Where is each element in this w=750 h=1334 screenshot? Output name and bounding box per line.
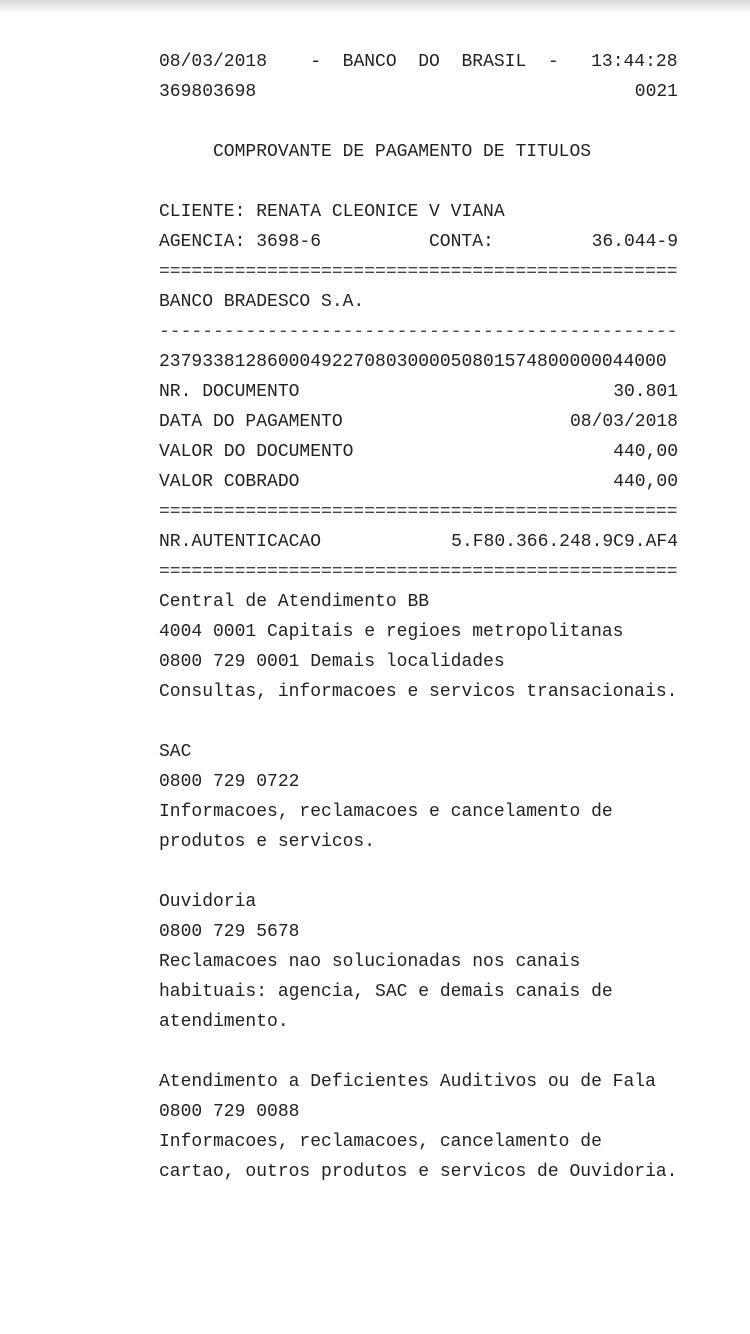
contact-line xyxy=(159,1157,678,1187)
contact-line xyxy=(159,1127,678,1157)
contact-line xyxy=(159,977,678,1007)
authentication-label: NR.AUTENTICACAO xyxy=(159,532,322,552)
contact-line xyxy=(159,797,678,827)
authentication-value: 5.F80.366.248.9C9.AF4 xyxy=(451,532,678,552)
field-row xyxy=(159,377,678,407)
divider-double: ================================================ xyxy=(159,562,678,582)
client-line xyxy=(159,197,678,227)
contact-text: 0800 729 0722 xyxy=(159,772,300,792)
contact-line xyxy=(159,677,678,707)
contact-text: habituais: agencia, SAC e demais canais de xyxy=(159,982,613,1002)
contact-line xyxy=(159,917,678,947)
contact-text: 0800 729 0001 Demais localidades xyxy=(159,652,505,672)
account-label: CONTA: xyxy=(429,232,494,252)
receipt-date: 08/03/2018 xyxy=(159,52,268,72)
field-value: 08/03/2018 xyxy=(569,412,678,432)
field-row xyxy=(159,467,678,497)
contact-text: Informacoes, reclamacoes, cancelamento de xyxy=(159,1132,602,1152)
contact-line xyxy=(159,887,678,917)
barcode-line xyxy=(159,347,678,377)
field-label: VALOR COBRADO xyxy=(159,472,300,492)
contact-line xyxy=(159,827,678,857)
contact-line xyxy=(159,1067,678,1097)
header-line xyxy=(159,47,678,77)
field-label: NR. DOCUMENTO xyxy=(159,382,300,402)
agency: AGENCIA: 3698-6 xyxy=(159,232,322,252)
contact-text: Reclamacoes nao solucionadas nos canais xyxy=(159,952,581,972)
terminal-line xyxy=(159,77,678,107)
title-text: COMPROVANTE DE PAGAMENTO DE TITULOS xyxy=(159,142,592,162)
contact-text: Informacoes, reclamacoes e cancelamento de xyxy=(159,802,613,822)
beneficiary-bank xyxy=(159,287,678,317)
barcode-number: 23793381286000492270803000050801574800000044000 xyxy=(159,352,667,372)
contact-text: SAC xyxy=(159,742,192,762)
contact-line xyxy=(159,1097,678,1127)
contact-text: Atendimento a Deficientes Auditivos ou de Fala xyxy=(159,1072,656,1092)
contact-text: atendimento. xyxy=(159,1012,289,1032)
payment-receipt xyxy=(159,47,678,1187)
divider-single: ------------------------------------------------ xyxy=(159,322,678,342)
sequence-code: 0021 xyxy=(634,82,678,102)
contact-text: Central de Atendimento BB xyxy=(159,592,430,612)
contact-line xyxy=(159,737,678,767)
contact-line xyxy=(159,767,678,797)
client-name: CLIENTE: RENATA CLEONICE V VIANA xyxy=(159,202,505,222)
field-label: DATA DO PAGAMENTO xyxy=(159,412,343,432)
account-number: 36.044-9 xyxy=(591,232,678,252)
contact-line xyxy=(159,617,678,647)
field-value: 440,00 xyxy=(613,442,678,462)
divider-double: ================================================ xyxy=(159,502,678,522)
bank-name: - BANCO DO BRASIL - xyxy=(267,52,592,72)
contact-line xyxy=(159,1007,678,1037)
authentication-line xyxy=(159,527,678,557)
contact-text: produtos e servicos. xyxy=(159,832,376,852)
contact-line xyxy=(159,587,678,617)
field-row xyxy=(159,407,678,437)
contact-text: cartao, outros produtos e servicos de Ouvidoria. xyxy=(159,1162,678,1182)
contact-text: 0800 729 0088 xyxy=(159,1102,300,1122)
field-value: 30.801 xyxy=(613,382,678,402)
contact-text: Consultas, informacoes e servicos transacionais. xyxy=(159,682,678,702)
account-line xyxy=(159,227,678,257)
receipt-title xyxy=(159,137,678,167)
field-row xyxy=(159,437,678,467)
divider-double: ================================================ xyxy=(159,262,678,282)
receipt-time: 13:44:28 xyxy=(591,52,678,72)
contact-text: Ouvidoria xyxy=(159,892,257,912)
contact-text: 0800 729 5678 xyxy=(159,922,300,942)
contact-line xyxy=(159,947,678,977)
field-label: VALOR DO DOCUMENTO xyxy=(159,442,354,462)
contact-text: 4004 0001 Capitais e regioes metropolitanas xyxy=(159,622,624,642)
top-shadow xyxy=(0,0,750,14)
contact-line xyxy=(159,647,678,677)
beneficiary-bank-name: BANCO BRADESCO S.A. xyxy=(159,292,365,312)
terminal-number: 369803698 xyxy=(159,82,257,102)
field-value: 440,00 xyxy=(613,472,678,492)
